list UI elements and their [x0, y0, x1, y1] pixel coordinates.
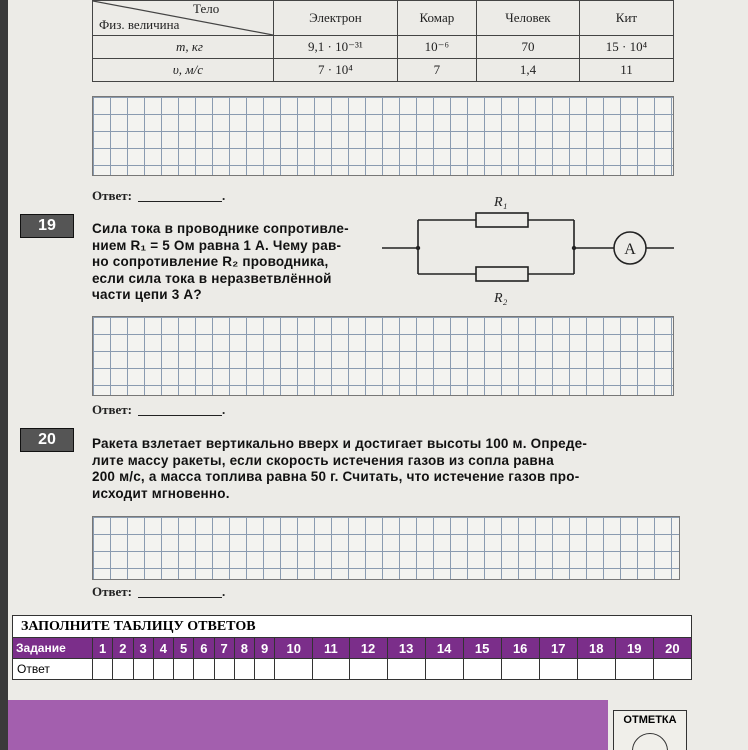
table-cell: 15 · 10⁴ [579, 36, 673, 59]
task-number-cell: 5 [174, 638, 194, 659]
text-line: Ракета взлетает вертикально вверх и достигает высоты 100 м. Опреде- [92, 436, 588, 451]
answer-cell[interactable] [133, 659, 153, 680]
table-cell: 9,1 · 10⁻³¹ [274, 36, 398, 59]
table-row [93, 59, 674, 82]
answer-cell[interactable] [174, 659, 194, 680]
text-line: 200 м/с, а масса топлива равна 50 г. Считать, что истечение газов про- [92, 469, 580, 484]
table-row [93, 36, 674, 59]
circuit-diagram [382, 186, 682, 306]
answer-cell[interactable] [313, 659, 349, 680]
task20-text [92, 436, 688, 502]
answer-cell[interactable] [387, 659, 425, 680]
task-number-cell: 13 [387, 638, 425, 659]
answer-dot: . [222, 584, 226, 599]
answer-grid-18[interactable] [92, 96, 674, 176]
mark-box [613, 710, 687, 750]
task-number-cell: 10 [275, 638, 313, 659]
answer-cell[interactable] [214, 659, 234, 680]
answer-line-18 [92, 188, 225, 204]
answer-label: Ответ: [92, 188, 133, 203]
answer-dot: . [222, 402, 226, 417]
answer-cell[interactable] [653, 659, 691, 680]
header-bottom-label: Физ. величина [99, 17, 180, 32]
answer-row [13, 659, 692, 680]
task-number-20: 20 [20, 428, 74, 452]
task-number-cell: 8 [234, 638, 254, 659]
task-number-cell: 15 [463, 638, 501, 659]
answer-dot: . [222, 188, 226, 203]
body-header: Комар [397, 1, 476, 36]
answers-table [12, 637, 692, 680]
resistor-r1 [476, 213, 528, 227]
task-number-cell: 18 [577, 638, 615, 659]
answer-blank[interactable] [138, 201, 222, 202]
answer-cell[interactable] [275, 659, 313, 680]
table-cell: 10⁻⁶ [397, 36, 476, 59]
answer-cell[interactable] [501, 659, 539, 680]
task-number-cell: 4 [153, 638, 173, 659]
purple-footer-band [8, 700, 608, 750]
mark-label: ОТМЕТКА [623, 714, 677, 726]
data-table [92, 0, 674, 82]
answer-cell[interactable] [255, 659, 275, 680]
task-number-row [13, 638, 692, 659]
task-label: Задание [13, 638, 93, 659]
resistor-r2 [476, 267, 528, 281]
answer-cell[interactable] [425, 659, 463, 680]
task-number-cell: 9 [255, 638, 275, 659]
text-line: исходит мгновенно. [92, 485, 230, 501]
answer-cell[interactable] [615, 659, 653, 680]
answer-cell[interactable] [577, 659, 615, 680]
answer-label: Ответ: [92, 402, 133, 417]
answer-cell[interactable] [113, 659, 133, 680]
text-line: если сила тока в неразветвлённой [92, 270, 332, 286]
text-line: лите массу ракеты, если скорость истечения газов из сопла равна [92, 452, 554, 468]
answer-cell[interactable] [463, 659, 501, 680]
answer-cell[interactable] [194, 659, 214, 680]
task-number-cell: 19 [615, 638, 653, 659]
body-header: Электрон [274, 1, 398, 36]
row-label: υ, м/с [93, 59, 274, 82]
r1-label: R₁ [494, 195, 508, 210]
ammeter-label: A [624, 241, 636, 258]
table-cell: 11 [579, 59, 673, 82]
answer-blank[interactable] [138, 415, 222, 416]
answer-label: Ответ: [92, 584, 133, 599]
task-number-cell: 16 [501, 638, 539, 659]
text-line: но сопротивление R₂ проводника, [92, 254, 329, 269]
text-line: нием R₁ = 5 Ом равна 1 А. Чему рав- [92, 237, 342, 253]
header-top-label: Тело [193, 1, 220, 16]
answer-grid-19[interactable] [92, 316, 674, 396]
table-cell: 1,4 [476, 59, 579, 82]
answers-table-title: ЗАПОЛНИТЕ ТАБЛИЦУ ОТВЕТОВ [12, 615, 692, 637]
table-cell: 7 · 10⁴ [274, 59, 398, 82]
task-number-cell: 2 [113, 638, 133, 659]
answer-cell[interactable] [234, 659, 254, 680]
task-number-19: 19 [20, 214, 74, 238]
body-header: Кит [579, 1, 673, 36]
answer-cell[interactable] [539, 659, 577, 680]
table-cell: 70 [476, 36, 579, 59]
text-line: Сила тока в проводнике сопротивле- [92, 221, 349, 236]
mark-circle[interactable] [632, 733, 668, 750]
task-number-cell: 20 [653, 638, 691, 659]
row-label: m, кг [93, 36, 274, 59]
answer-line-20 [92, 584, 225, 600]
body-header: Человек [476, 1, 579, 36]
table-cell: 7 [397, 59, 476, 82]
workbook-page [8, 0, 748, 750]
answer-cell[interactable] [153, 659, 173, 680]
answer-grid-20[interactable] [92, 516, 680, 580]
task-number-cell: 3 [133, 638, 153, 659]
task-number-cell: 11 [313, 638, 349, 659]
r2-label: R₂ [494, 291, 508, 306]
text-line: части цепи 3 А? [92, 287, 202, 302]
answer-row-label: Ответ [13, 659, 93, 680]
task19-text [92, 221, 392, 304]
task-number-cell: 12 [349, 638, 387, 659]
task-number-cell: 1 [93, 638, 113, 659]
answer-cell[interactable] [349, 659, 387, 680]
answer-cell[interactable] [93, 659, 113, 680]
task-number-cell: 7 [214, 638, 234, 659]
task-number-cell: 6 [194, 638, 214, 659]
task-number-cell: 17 [539, 638, 577, 659]
task-number-cell: 14 [425, 638, 463, 659]
answer-blank[interactable] [138, 597, 222, 598]
header-diagonal-cell [93, 1, 274, 36]
answer-line-19 [92, 402, 225, 418]
